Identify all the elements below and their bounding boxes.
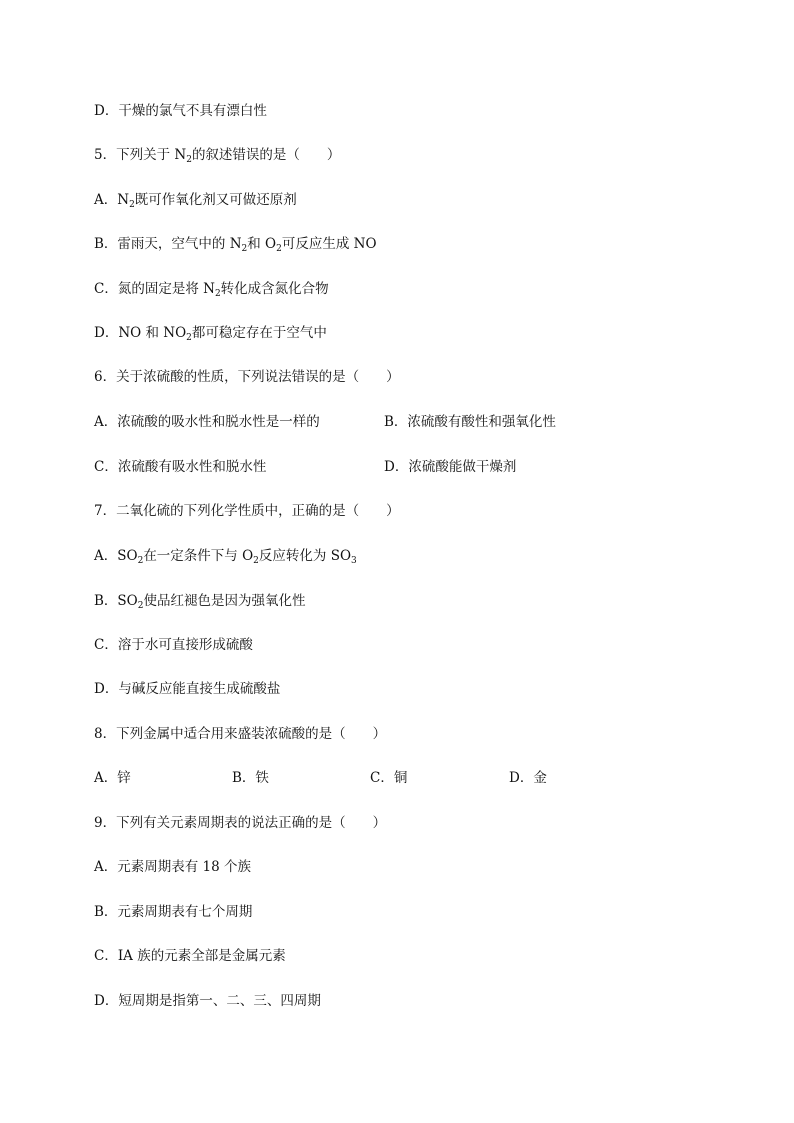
option-text: 都可稳定存在于空气中 — [191, 325, 327, 341]
subscript: 2 — [129, 200, 135, 210]
q6-stem: 6．关于浓硫酸的性质，下列说法错误的是（ ） — [94, 369, 400, 385]
subscript: 2 — [253, 556, 259, 566]
q7-stem: 7．二氧化硫的下列化学性质中，正确的是（ ） — [94, 503, 400, 519]
option-text: 在一定条件下与 O — [143, 548, 254, 564]
q9-stem: 9．下列有关元素周期表的说法正确的是（ ） — [94, 815, 387, 831]
q7-option-a — [94, 546, 357, 566]
option-text: B．雷雨天，空气中的 N — [94, 236, 242, 252]
q6-option-d: D．浓硫酸能做干燥剂 — [384, 459, 517, 475]
option-text: 反应转化为 SO — [258, 548, 352, 564]
q9-option-a: A．元素周期表有 18 个族 — [94, 859, 252, 875]
q5-option-d — [94, 323, 327, 343]
option-text: D．NO 和 NO — [94, 325, 187, 341]
q8-option-d: D．金 — [509, 770, 547, 786]
option-text: 使品红褪色是因为强氧化性 — [143, 593, 306, 609]
subscript: 2 — [137, 556, 144, 566]
option-text: B．SO — [94, 593, 138, 609]
q5-stem-text: 5．下列关于 N — [94, 147, 187, 163]
q7-option-b — [94, 591, 305, 611]
q4-option-d: D．干燥的氯气不具有漂白性 — [94, 103, 267, 119]
subscript: 2 — [137, 601, 144, 611]
q7-option-d: D．与碱反应能直接生成硫酸盐 — [94, 681, 281, 697]
q6-option-b: B．浓硫酸有酸性和强氧化性 — [384, 414, 556, 430]
q9-option-b: B．元素周期表有七个周期 — [94, 904, 253, 920]
option-text: 既可作氧化剂又可做还原剂 — [134, 192, 297, 208]
option-text: 和 O — [247, 236, 277, 252]
q5-option-b — [94, 234, 377, 254]
option-text: C．氮的固定是将 N — [94, 281, 215, 297]
q8-option-c: C．铜 — [370, 770, 408, 786]
q5-stem — [94, 145, 340, 165]
q8-option-b: B．铁 — [232, 770, 269, 786]
q9-option-c: C．IA 族的元素全部是金属元素 — [94, 948, 286, 964]
subscript: 2 — [186, 155, 192, 165]
subscript: 2 — [241, 244, 248, 254]
q5-option-a — [94, 190, 297, 210]
q7-option-c: C．溶于水可直接形成硫酸 — [94, 637, 253, 653]
option-text: 转化成含氮化合物 — [220, 281, 329, 297]
option-text: A．N — [94, 192, 130, 208]
q8-option-a: A．锌 — [94, 770, 131, 786]
subscript: 3 — [351, 556, 357, 566]
q9-option-d: D．短周期是指第一、二、三、四周期 — [94, 993, 321, 1009]
subscript: 2 — [214, 289, 221, 299]
q6-option-c: C．浓硫酸有吸水性和脱水性 — [94, 459, 267, 475]
option-text: 可反应生成 NO — [281, 236, 377, 252]
q6-option-a: A．浓硫酸的吸水性和脱水性是一样的 — [94, 414, 320, 430]
q5-option-c — [94, 279, 329, 299]
option-text: A．SO — [94, 548, 138, 564]
q5-stem-text: 的叙述错误的是（ ） — [191, 147, 341, 163]
subscript: 2 — [276, 244, 282, 254]
subscript: 2 — [186, 333, 192, 343]
q8-stem: 8．下列金属中适合用来盛装浓硫酸的是（ ） — [94, 726, 387, 742]
